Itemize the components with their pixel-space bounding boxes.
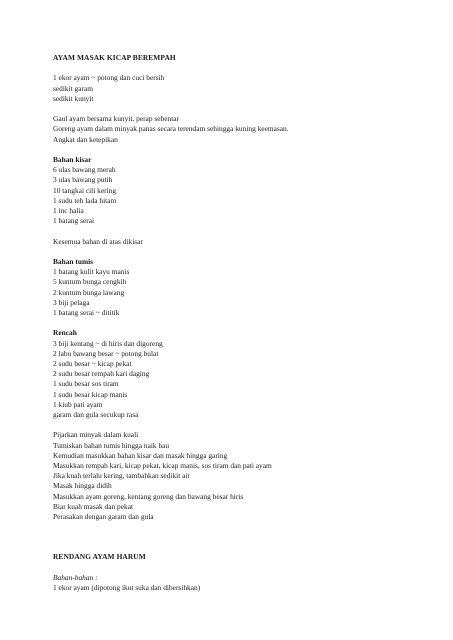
list-item: 3 ulas bawang putih <box>53 175 113 185</box>
step-line: Gaul ayam bersama kunyit, perap sebentar <box>53 114 180 124</box>
base-ingredients-list <box>53 73 433 104</box>
step-line: Perasakan dengan garam dan gula <box>53 512 154 522</box>
ingredients-heading: Bahan-bahan : <box>53 572 98 582</box>
list-item: 3 biji pelaga <box>53 297 90 307</box>
list-item: 3 biji kentang ~ di hiris dan digoreng <box>53 338 163 348</box>
list-item: garam dan gula secukup rasa <box>53 410 139 420</box>
step-line: Goreng ayam dalam minyak panas secara terendam sehingga kuning keemasan. <box>53 124 289 134</box>
section-heading-tumis: Bahan tumis <box>53 256 94 266</box>
list-item: 1 batang serai ~ dititik <box>53 308 120 317</box>
kisar-list <box>53 165 433 226</box>
recipe-title: AYAM MASAK KICAP BEREMPAH <box>53 53 176 62</box>
step-line: Pijarkan minyak dalam kuali <box>53 430 139 440</box>
tumis-list <box>53 267 433 318</box>
step-line: Kemudian masukkan bahan kisar dan masak hingga garing <box>53 450 228 460</box>
step-line: Jika kuah terlalu kering, tambahkan sedikit air <box>53 471 190 481</box>
list-item: 10 tangkai cili kering <box>53 185 117 195</box>
list-item: 2 labu bawang besar ~ potong bulat <box>53 348 159 358</box>
section-heading-kisar: Bahan kisar <box>53 154 92 164</box>
step-line: Masukkan ayam goreng, kentang goreng dan bawang besar hiris <box>53 491 244 501</box>
list-item: 1 ekor ayam ~ potong dan cuci bersih <box>53 73 165 83</box>
list-item: 1 sudu besar kicap manis <box>53 389 128 399</box>
list-item: 1 batang kulit kayu manis <box>53 267 130 277</box>
rencah-list <box>53 339 433 421</box>
list-item: 1 inc halia <box>53 206 84 215</box>
list-item: 2 kuntum bunga lawang <box>53 287 125 297</box>
step-line: Angkat dan ketepikan <box>53 134 118 144</box>
list-item: 6 ulas bawang merah <box>53 165 116 175</box>
step-line: Masak hingga didih <box>53 481 112 491</box>
cooking-steps <box>53 430 433 522</box>
list-item: 1 kiub pati ayam <box>53 399 103 409</box>
list-item: sedikit garam <box>53 83 94 93</box>
step-line: Biar kuah masak dan pekat <box>53 501 134 511</box>
list-item: 1 ekor ayam (dipotong ikut suka dan dibersihkan) <box>53 582 201 592</box>
section-heading-rencah: Rencah <box>53 328 77 338</box>
step-line: Masukkan rempah kari, kicap pekat, kicap manis, sos tiram dan pati ayam <box>53 461 272 471</box>
list-item: 1 sudu teh lada hitam <box>53 195 117 205</box>
list-item: 2 sudu besar ~ kicap pekat <box>53 359 132 368</box>
recipe-title-2: RENDANG AYAM HARUM <box>53 552 146 562</box>
kisar-note: Kesemua bahan di atas dikisar <box>53 236 143 246</box>
list-item: 1 batang serai <box>53 216 95 226</box>
prep-steps <box>53 114 433 145</box>
list-item: sedikit kunyit <box>53 93 94 103</box>
list-item: 1 sudu besar sos tiram <box>53 379 119 389</box>
page-content <box>53 53 433 593</box>
step-line: Tumiskan bahan tumis hingga naik bau <box>53 440 170 450</box>
list-item: 2 sudu besar rempah kari daging <box>53 369 150 379</box>
list-item: 5 kuntum bunga cengkih <box>53 277 127 287</box>
